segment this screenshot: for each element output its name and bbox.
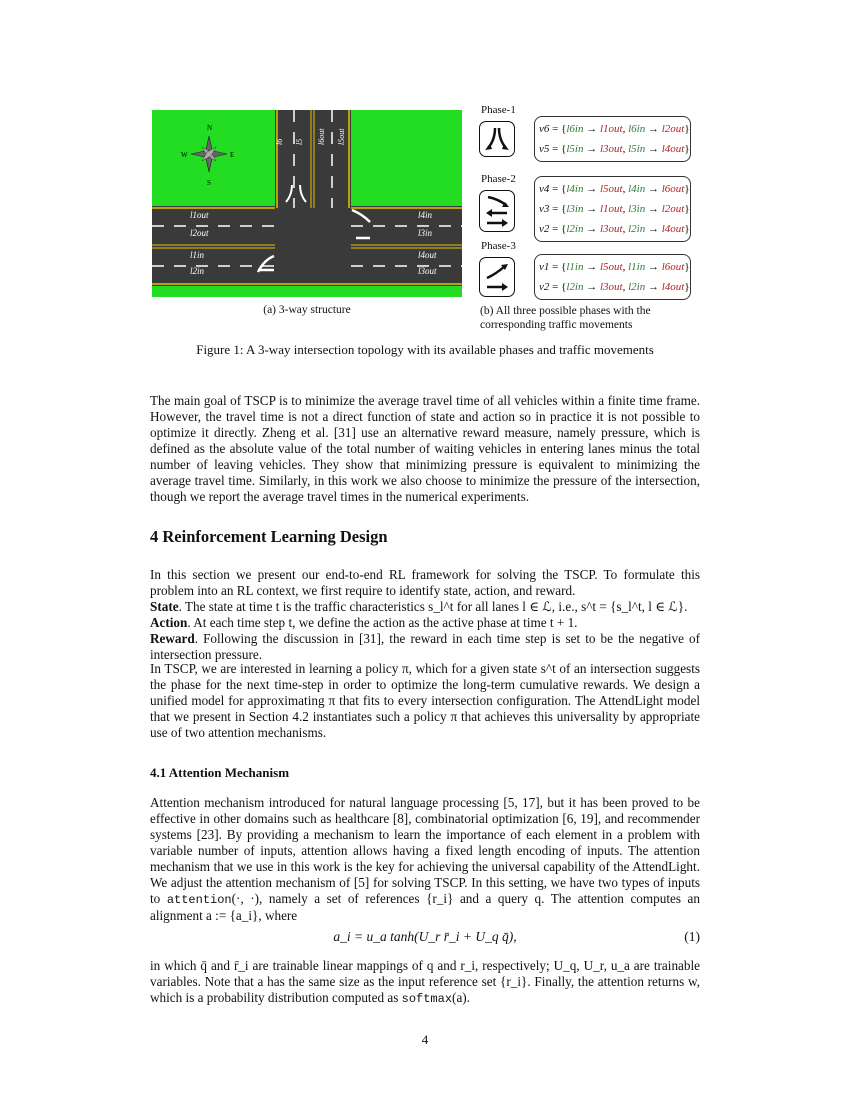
lane-label-l5out: l5out xyxy=(337,128,346,145)
paragraph-pressure: The main goal of TSCP is to minimize the average travel time of all vehicles within a finite time frame. However, the travel time is not a direct function of state and action so in practice it is not possible to optimize it directly. Zheng et al. [31] use an alternative reward measure, namely pressure, which is defined as the absolute value of the total number of waiting vehicles in entering lanes minus the total number of leaving vehicles. They show that minimizing pressure is equivalent to minimizing the average travel time. Similarly, in this work we also choose to minimize the pressure of the intersection, though we report the average travel times in the numerical experiments. xyxy=(150,393,700,504)
lane-label-l4out: l4out xyxy=(418,250,437,260)
phase-2-eq-1: v4 = {l4in → l5out, l4in → l6out} xyxy=(539,183,690,195)
lane-label-l2out: l2out xyxy=(190,228,209,238)
phase-2-icon xyxy=(479,190,515,232)
compass-s: S xyxy=(207,179,211,187)
caption-b: (b) All three possible phases with the corresponding traffic movements xyxy=(480,305,651,331)
paragraph-rl-intro: In this section we present our end-to-end RL framework for solving the TSCP. To formulate this problem into an RL context, we first require to identify state, action, and reward. xyxy=(150,567,700,598)
compass-n: N xyxy=(207,124,213,132)
phase-3-label: Phase-3 xyxy=(481,240,516,252)
section-4-heading: 4 Reinforcement Learning Design xyxy=(150,527,388,546)
paragraph-attention: Attention mechanism introduced for natural language processing [5, 17], but it has been proved to be effective in other domains such as healthcare [8], combinatorial optimization [6, 19], and recommender systems [23]. By providing a mechanism to learn the importance of each element in a problem with variable number of inputs, attention allows having a fixed length encoding of inputs. The attention mechanism that we use in this work is the key for achieving the universal capability of the AttendLight. We adjust the attention mechanism of [5] for solving TSCP. In this setting, we have two types of inputs to attention(·, ·), namely a set of references {r_i} and a query q. The attention computes an alignment a := {a_i}, where xyxy=(150,795,700,923)
figure-caption: Figure 1: A 3-way intersection topology with its available phases and traffic movements xyxy=(196,342,654,357)
phases-panel xyxy=(475,104,695,299)
lane-label-l6in: l6 xyxy=(275,138,284,145)
compass-e: E xyxy=(230,151,235,159)
lane-label-l1in: l1in xyxy=(190,250,205,260)
state-definition: State. The state at time t is the traffic characteristics s_l^t for all lanes l ∈ ℒ, i.e., s^t = {s_l^t, l ∈ ℒ}. xyxy=(150,599,688,614)
page-number: 4 xyxy=(421,1032,429,1047)
rl-design-block xyxy=(150,567,700,663)
equation-1: a_i = u_a tanh(U_r r̄_i + U_q q̄), (1) xyxy=(333,929,700,944)
section-4-1-heading: 4.1 Attention Mechanism xyxy=(150,765,290,780)
lane-label-l1out: l1out xyxy=(190,210,209,220)
lane-label-l5in: l5 xyxy=(295,138,304,145)
lane-label-l3out: l3out xyxy=(418,266,437,276)
phase-3-eq-1: v1 = {l1in → l5out, l1in → l6out} xyxy=(539,261,690,273)
phase-2-movements xyxy=(534,176,691,242)
lane-label-l2in: l2in xyxy=(190,266,205,276)
caption-a: (a) 3-way structure xyxy=(263,304,351,316)
lane-label-l4in: l4in xyxy=(418,210,433,220)
lane-label-l6out: l6out xyxy=(317,128,326,145)
phase-3-movements xyxy=(534,254,691,300)
intersection-diagram xyxy=(152,110,462,297)
phase-1-movements xyxy=(534,116,691,162)
phase-1-eq-1: v6 = {l6in → l1out, l6in → l2out} xyxy=(539,123,690,135)
phase-2-eq-2: v3 = {l3in → l1out, l3in → l2out} xyxy=(539,203,690,215)
paragraph-alignment: in which q̄ and r̄_i are trainable linear mappings of q and r_i, respectively; U_q, U_r, u_a are trainable variables. Note that a has the same size as the input reference set {r_i}. Finally, the attention returns w, which is a probability distribution computed as softmax(a). xyxy=(150,958,700,1006)
phase-2-label: Phase-2 xyxy=(481,173,516,185)
paragraph-policy: In TSCP, we are interested in learning a policy π, which for a given state s^t of an intersection suggests the phase for the next time-step in order to optimize the long-term cumulative rewards. We design a unified model for approximating π that fits to every intersection configuration. The AttendLight model that we present in Section 4.2 instantiates such a policy π that achieves this universality by appropriate use of two attention mechanisms. xyxy=(150,661,700,740)
phase-3-icon xyxy=(479,257,515,297)
phase-1-eq-2: v5 = {l5in → l3out, l5in → l4out} xyxy=(539,143,690,155)
phase-1-icon xyxy=(479,121,515,157)
compass-w: W xyxy=(181,151,188,159)
reward-definition: Reward. Following the discussion in [31], the reward in each time step is set to be the negative of intersection pressure. xyxy=(150,631,700,662)
phase-1-label: Phase-1 xyxy=(481,104,516,116)
phase-3-eq-2: v2 = {l2in → l3out, l2in → l4out} xyxy=(539,281,690,293)
action-definition: Action. At each time step t, we define the action as the active phase at time t + 1. xyxy=(150,615,578,630)
lane-label-l3in: l3in xyxy=(418,228,433,238)
phase-2-eq-3: v2 = {l2in → l3out, l2in → l4out} xyxy=(539,223,690,235)
